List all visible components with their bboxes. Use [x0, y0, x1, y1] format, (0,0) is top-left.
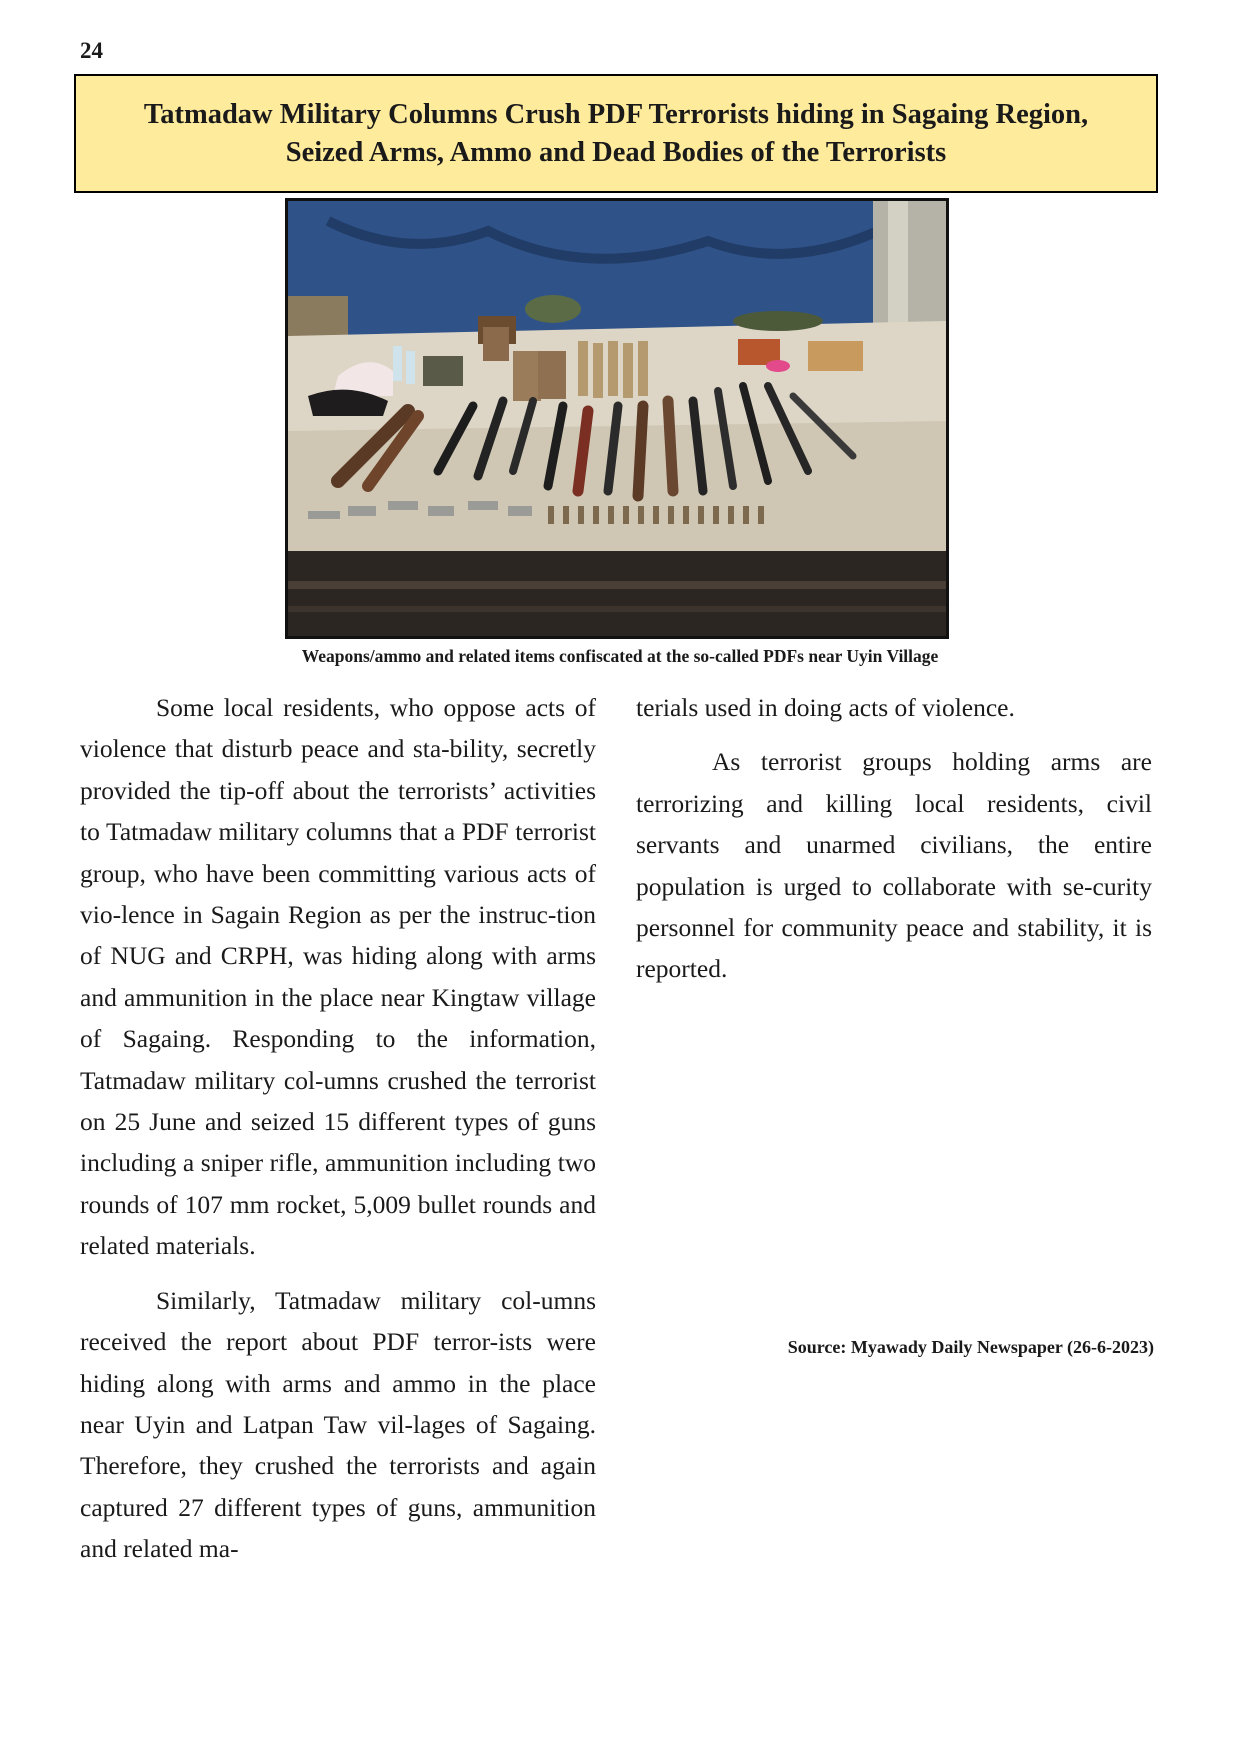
article-column-right: [636, 687, 1152, 990]
page-number: 24: [80, 38, 103, 63]
headline-line-1: Tatmadaw Military Columns Crush PDF Terrorists hiding in Sagaing Region,: [143, 98, 1089, 130]
photo-caption: Weapons/ammo and related items confiscated at the so-called PDFs near Uyin Village: [301, 646, 939, 666]
headline-box: [74, 74, 1158, 193]
article-paragraph: terials used in doing acts of violence.: [636, 693, 1015, 722]
article-column-left: [80, 687, 596, 1570]
weapons-photo-illustration: [288, 201, 946, 636]
article-paragraph: Similarly, Tatmadaw military col-umns received the report about PDF terror-ists were hiding along with arms and ammo in the place near Uyin and Latpan Taw vil-lages of Sagaing. Therefore, they crushed the terrorists and again captured 27 different types of guns, ammunition and related ma-: [80, 1285, 596, 1564]
confiscated-weapons-photo: [285, 198, 949, 639]
headline-line-2: Seized Arms, Ammo and Dead Bodies of the Terrorists: [285, 136, 947, 168]
article-paragraph: Some local residents, who oppose acts of violence that disturb peace and sta-bility, secretly provided the tip-off about the terrorists’ activities to Tatmadaw military columns that a PDF terrorist group, who have been committing various acts of vio-lence in Sagain Region as per the instruc-tion of NUG and CRPH, was hiding along with arms and ammunition in the place near Kingtaw village of Sagaing. Responding to the information, Tatmadaw military col-umns crushed the terrorist on 25 June and seized 15 different types of guns including a sniper rifle, ammunition including two rounds of 107 mm rocket, 5,009 bullet rounds and related materials.: [80, 693, 596, 1261]
source-credit: Source: Myawady Daily Newspaper (26-6-2023): [787, 1337, 1154, 1357]
article-paragraph: As terrorist groups holding arms are terrorizing and killing local residents, civil servants and unarmed civilians, the entire population is urged to collaborate with se-curity personnel for community peace and stability, it is reported.: [636, 747, 1152, 984]
